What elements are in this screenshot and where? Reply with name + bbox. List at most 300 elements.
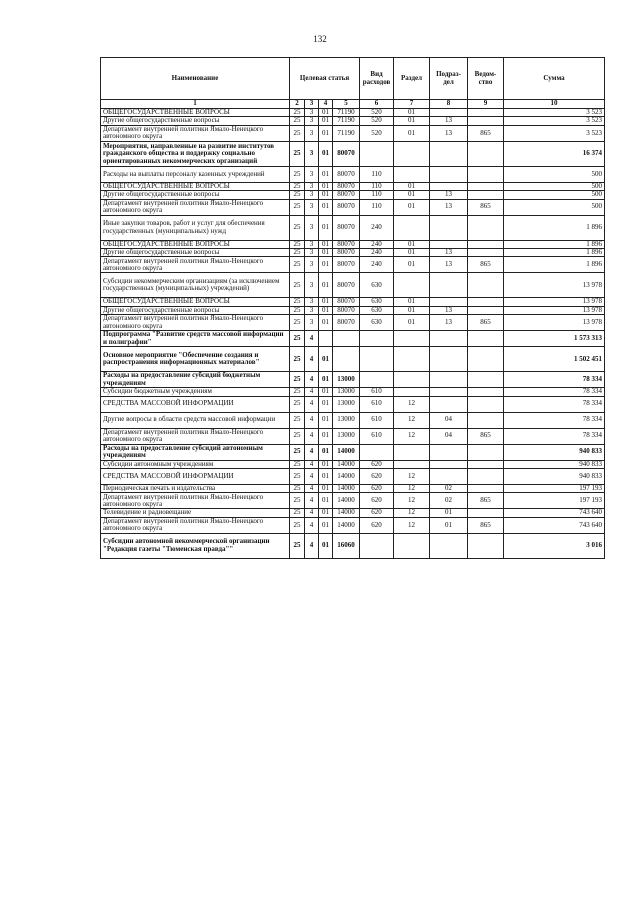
row-code-part: 01 bbox=[319, 469, 333, 485]
row-code-part: 01 bbox=[319, 125, 333, 141]
row-sum: 1 502 451 bbox=[504, 347, 605, 372]
row-vid: 620 bbox=[360, 493, 394, 509]
row-code-part: 80070 bbox=[333, 240, 360, 248]
row-code-part: 71190 bbox=[333, 117, 360, 125]
row-vedomstvo bbox=[468, 182, 504, 190]
row-podrazdel bbox=[430, 469, 468, 485]
row-name: ОБЩЕГОСУДАРСТВЕННЫЕ ВОПРОСЫ bbox=[101, 182, 290, 190]
row-razdel: 01 bbox=[394, 306, 430, 314]
column-number: 1 bbox=[101, 100, 290, 109]
row-podrazdel bbox=[430, 141, 468, 166]
row-code-part: 01 bbox=[319, 249, 333, 257]
row-vid: 240 bbox=[360, 240, 394, 248]
row-vedomstvo: 865 bbox=[468, 199, 504, 215]
row-vedomstvo: 865 bbox=[468, 517, 504, 533]
row-sum: 78 334 bbox=[504, 372, 605, 388]
row-code-part: 25 bbox=[290, 117, 305, 125]
row-code-part: 25 bbox=[290, 372, 305, 388]
row-name: Субсидии автономным учреждениям bbox=[101, 460, 290, 468]
row-code-part: 01 bbox=[319, 166, 333, 182]
row-vid: 610 bbox=[360, 388, 394, 396]
row-code-part: 4 bbox=[305, 428, 319, 444]
table-row bbox=[101, 273, 605, 298]
row-podrazdel bbox=[430, 240, 468, 248]
row-vid: 110 bbox=[360, 166, 394, 182]
row-code-part: 25 bbox=[290, 533, 305, 558]
table-body bbox=[101, 109, 605, 559]
row-podrazdel: 13 bbox=[430, 249, 468, 257]
row-code-part: 01 bbox=[319, 347, 333, 372]
row-code-part: 3 bbox=[305, 273, 319, 298]
row-sum: 3 016 bbox=[504, 533, 605, 558]
table-row bbox=[101, 240, 605, 248]
row-razdel bbox=[394, 444, 430, 460]
row-razdel: 12 bbox=[394, 412, 430, 428]
row-code-part: 25 bbox=[290, 347, 305, 372]
row-vedomstvo bbox=[468, 141, 504, 166]
row-name: Другие общегосударственные вопросы bbox=[101, 117, 290, 125]
row-sum: 1 896 bbox=[504, 215, 605, 240]
row-code-part: 13000 bbox=[333, 428, 360, 444]
row-vid: 110 bbox=[360, 182, 394, 190]
row-code-part: 4 bbox=[305, 347, 319, 372]
row-vid: 620 bbox=[360, 460, 394, 468]
row-code-part: 3 bbox=[305, 182, 319, 190]
row-code-part: 25 bbox=[290, 273, 305, 298]
row-name: Субсидии некоммерческим организациям (за исключением государственных (муниципальных) учреждений) bbox=[101, 273, 290, 298]
row-podrazdel bbox=[430, 182, 468, 190]
row-code-part: 25 bbox=[290, 485, 305, 493]
row-sum: 3 523 bbox=[504, 109, 605, 117]
column-number: 5 bbox=[333, 100, 360, 109]
row-podrazdel: 02 bbox=[430, 485, 468, 493]
row-code-part: 80070 bbox=[333, 315, 360, 331]
table-row bbox=[101, 199, 605, 215]
row-code-part: 25 bbox=[290, 306, 305, 314]
row-podrazdel: 13 bbox=[430, 199, 468, 215]
row-sum: 500 bbox=[504, 191, 605, 199]
row-code-part: 80070 bbox=[333, 166, 360, 182]
row-name: Субсидии автономной некоммерческой организации "Редакция газеты "Тюменская правда"" bbox=[101, 533, 290, 558]
column-header-vedomstvo: Ведом-ство bbox=[468, 58, 504, 100]
row-podrazdel: 13 bbox=[430, 306, 468, 314]
row-name: Расходы на выплаты персоналу казенных учреждений bbox=[101, 166, 290, 182]
row-razdel: 12 bbox=[394, 493, 430, 509]
row-razdel bbox=[394, 533, 430, 558]
row-sum: 78 334 bbox=[504, 412, 605, 428]
row-sum: 500 bbox=[504, 199, 605, 215]
row-code-part: 14000 bbox=[333, 460, 360, 468]
row-name: Департамент внутренней политики Ямало-Ненецкого автономного округа bbox=[101, 517, 290, 533]
row-code-part: 25 bbox=[290, 215, 305, 240]
row-razdel: 12 bbox=[394, 428, 430, 444]
table-row bbox=[101, 125, 605, 141]
row-name: Департамент внутренней политики Ямало-Ненецкого автономного округа bbox=[101, 199, 290, 215]
row-sum: 13 978 bbox=[504, 273, 605, 298]
column-number: 3 bbox=[305, 100, 319, 109]
row-vid: 240 bbox=[360, 249, 394, 257]
row-vid: 630 bbox=[360, 298, 394, 306]
row-code-part: 3 bbox=[305, 199, 319, 215]
table-row bbox=[101, 412, 605, 428]
row-vid: 610 bbox=[360, 396, 394, 412]
row-sum: 13 978 bbox=[504, 315, 605, 331]
column-number: 9 bbox=[468, 100, 504, 109]
row-name: Другие общегосударственные вопросы bbox=[101, 191, 290, 199]
row-vid: 520 bbox=[360, 117, 394, 125]
table-row bbox=[101, 396, 605, 412]
row-code-part: 3 bbox=[305, 125, 319, 141]
budget-table bbox=[100, 57, 605, 559]
row-sum: 743 640 bbox=[504, 517, 605, 533]
row-code-part: 25 bbox=[290, 166, 305, 182]
row-sum: 3 523 bbox=[504, 117, 605, 125]
row-podrazdel bbox=[430, 273, 468, 298]
row-podrazdel bbox=[430, 331, 468, 347]
row-code-part: 25 bbox=[290, 240, 305, 248]
row-podrazdel bbox=[430, 215, 468, 240]
row-razdel: 12 bbox=[394, 396, 430, 412]
row-code-part: 3 bbox=[305, 191, 319, 199]
row-vid: 620 bbox=[360, 517, 394, 533]
table-row bbox=[101, 306, 605, 314]
row-razdel: 12 bbox=[394, 469, 430, 485]
row-vid: 610 bbox=[360, 412, 394, 428]
row-vedomstvo bbox=[468, 215, 504, 240]
row-code-part: 01 bbox=[319, 273, 333, 298]
row-sum: 78 334 bbox=[504, 388, 605, 396]
row-code-part: 25 bbox=[290, 460, 305, 468]
row-vid bbox=[360, 533, 394, 558]
column-number: 6 bbox=[360, 100, 394, 109]
row-razdel: 01 bbox=[394, 257, 430, 273]
row-podrazdel bbox=[430, 166, 468, 182]
row-vedomstvo bbox=[468, 306, 504, 314]
row-name: Периодическая печать и издательства bbox=[101, 485, 290, 493]
row-code-part: 3 bbox=[305, 117, 319, 125]
row-podrazdel: 13 bbox=[430, 257, 468, 273]
row-vedomstvo bbox=[468, 347, 504, 372]
row-code-part: 80070 bbox=[333, 298, 360, 306]
row-code-part: 01 bbox=[319, 257, 333, 273]
row-code-part: 80070 bbox=[333, 199, 360, 215]
row-code-part: 4 bbox=[305, 388, 319, 396]
column-header-razdel: Раздел bbox=[394, 58, 430, 100]
table-row bbox=[101, 249, 605, 257]
row-code-part: 01 bbox=[319, 298, 333, 306]
row-name: Подпрограмма "Развитие средств массовой информации и полиграфии" bbox=[101, 331, 290, 347]
row-vid: 520 bbox=[360, 125, 394, 141]
row-vedomstvo bbox=[468, 191, 504, 199]
row-code-part: 71190 bbox=[333, 125, 360, 141]
row-code-part: 01 bbox=[319, 141, 333, 166]
row-name: ОБЩЕГОСУДАРСТВЕННЫЕ ВОПРОСЫ bbox=[101, 109, 290, 117]
row-code-part: 25 bbox=[290, 428, 305, 444]
row-code-part: 25 bbox=[290, 493, 305, 509]
row-razdel: 01 bbox=[394, 249, 430, 257]
row-name: Другие вопросы в области средств массовой информации bbox=[101, 412, 290, 428]
row-code-part: 4 bbox=[305, 460, 319, 468]
row-vid: 620 bbox=[360, 485, 394, 493]
row-vedomstvo: 865 bbox=[468, 257, 504, 273]
row-code-part: 80070 bbox=[333, 273, 360, 298]
row-vid bbox=[360, 347, 394, 372]
row-podrazdel: 04 bbox=[430, 412, 468, 428]
row-podrazdel: 13 bbox=[430, 125, 468, 141]
row-vid: 630 bbox=[360, 315, 394, 331]
row-vedomstvo bbox=[468, 412, 504, 428]
row-razdel bbox=[394, 388, 430, 396]
row-code-part: 25 bbox=[290, 109, 305, 117]
row-podrazdel: 02 bbox=[430, 493, 468, 509]
row-vedomstvo: 865 bbox=[468, 315, 504, 331]
row-code-part: 25 bbox=[290, 509, 305, 517]
row-sum: 940 833 bbox=[504, 460, 605, 468]
row-code-part: 4 bbox=[305, 469, 319, 485]
row-name: Иные закупки товаров, работ и услуг для обеспечения государственных (муниципальных) нужд bbox=[101, 215, 290, 240]
row-code-part: 14000 bbox=[333, 493, 360, 509]
row-code-part: 4 bbox=[305, 517, 319, 533]
row-name: Департамент внутренней политики Ямало-Ненецкого автономного округа bbox=[101, 315, 290, 331]
row-vedomstvo bbox=[468, 444, 504, 460]
row-code-part: 01 bbox=[319, 460, 333, 468]
row-razdel: 01 bbox=[394, 125, 430, 141]
row-code-part: 4 bbox=[305, 412, 319, 428]
row-code-part: 25 bbox=[290, 315, 305, 331]
row-razdel: 12 bbox=[394, 485, 430, 493]
table-row bbox=[101, 388, 605, 396]
row-razdel: 01 bbox=[394, 182, 430, 190]
row-code-part: 80070 bbox=[333, 182, 360, 190]
row-sum: 743 640 bbox=[504, 509, 605, 517]
row-podrazdel: 01 bbox=[430, 517, 468, 533]
row-name: Мероприятия, направленные на развитие институтов гражданского общества и поддержку социально ориентированных некоммерческих организаций bbox=[101, 141, 290, 166]
row-code-part: 01 bbox=[319, 493, 333, 509]
row-vid: 520 bbox=[360, 109, 394, 117]
row-sum: 500 bbox=[504, 166, 605, 182]
row-code-part: 14000 bbox=[333, 517, 360, 533]
row-code-part: 01 bbox=[319, 191, 333, 199]
row-code-part: 01 bbox=[319, 485, 333, 493]
row-code-part: 3 bbox=[305, 215, 319, 240]
row-code-part: 25 bbox=[290, 412, 305, 428]
row-name: Расходы на предоставление субсидий бюджетным учреждениям bbox=[101, 372, 290, 388]
row-vid bbox=[360, 444, 394, 460]
row-vid: 240 bbox=[360, 257, 394, 273]
row-razdel: 12 bbox=[394, 509, 430, 517]
row-sum: 1 896 bbox=[504, 249, 605, 257]
row-podrazdel: 04 bbox=[430, 428, 468, 444]
row-podrazdel bbox=[430, 347, 468, 372]
column-number-row bbox=[101, 100, 605, 109]
row-code-part: 3 bbox=[305, 166, 319, 182]
row-code-part: 14000 bbox=[333, 509, 360, 517]
row-podrazdel: 13 bbox=[430, 315, 468, 331]
row-sum: 16 374 bbox=[504, 141, 605, 166]
table-row bbox=[101, 109, 605, 117]
row-podrazdel bbox=[430, 298, 468, 306]
row-vid bbox=[360, 141, 394, 166]
row-code-part: 4 bbox=[305, 485, 319, 493]
row-code-part: 25 bbox=[290, 141, 305, 166]
row-sum: 3 523 bbox=[504, 125, 605, 141]
column-header-name: Наименование bbox=[101, 58, 290, 100]
row-code-part: 3 bbox=[305, 240, 319, 248]
table-row bbox=[101, 298, 605, 306]
row-vedomstvo bbox=[468, 117, 504, 125]
table-row bbox=[101, 215, 605, 240]
row-code-part: 80070 bbox=[333, 257, 360, 273]
table-row bbox=[101, 493, 605, 509]
row-sum: 940 833 bbox=[504, 469, 605, 485]
row-vid: 620 bbox=[360, 509, 394, 517]
row-code-part: 13000 bbox=[333, 372, 360, 388]
table-row bbox=[101, 191, 605, 199]
row-code-part: 25 bbox=[290, 469, 305, 485]
row-name: ОБЩЕГОСУДАРСТВЕННЫЕ ВОПРОСЫ bbox=[101, 240, 290, 248]
table-row bbox=[101, 182, 605, 190]
column-header-vid: Вид расходов bbox=[360, 58, 394, 100]
row-code-part: 13000 bbox=[333, 388, 360, 396]
row-razdel bbox=[394, 273, 430, 298]
row-code-part bbox=[333, 347, 360, 372]
row-code-part: 25 bbox=[290, 182, 305, 190]
row-code-part: 25 bbox=[290, 298, 305, 306]
column-header-summa: Сумма bbox=[504, 58, 605, 100]
row-code-part: 16060 bbox=[333, 533, 360, 558]
row-podrazdel bbox=[430, 444, 468, 460]
table-row bbox=[101, 428, 605, 444]
row-podrazdel bbox=[430, 396, 468, 412]
table-row bbox=[101, 444, 605, 460]
row-code-part: 80070 bbox=[333, 215, 360, 240]
row-vid: 610 bbox=[360, 428, 394, 444]
table-row bbox=[101, 331, 605, 347]
row-code-part: 01 bbox=[319, 509, 333, 517]
row-vedomstvo bbox=[468, 396, 504, 412]
row-name: СРЕДСТВА МАССОВОЙ ИНФОРМАЦИИ bbox=[101, 469, 290, 485]
row-code-part: 80070 bbox=[333, 191, 360, 199]
row-code-part: 25 bbox=[290, 388, 305, 396]
row-code-part: 25 bbox=[290, 396, 305, 412]
row-sum: 500 bbox=[504, 182, 605, 190]
row-vid bbox=[360, 372, 394, 388]
row-code-part: 4 bbox=[305, 493, 319, 509]
row-razdel: 01 bbox=[394, 240, 430, 248]
row-code-part: 3 bbox=[305, 141, 319, 166]
row-name: Департамент внутренней политики Ямало-Ненецкого автономного округа bbox=[101, 428, 290, 444]
row-code-part: 3 bbox=[305, 257, 319, 273]
row-podrazdel: 01 bbox=[430, 509, 468, 517]
row-name: СРЕДСТВА МАССОВОЙ ИНФОРМАЦИИ bbox=[101, 396, 290, 412]
row-name: Другие общегосударственные вопросы bbox=[101, 306, 290, 314]
row-code-part: 01 bbox=[319, 444, 333, 460]
table-row bbox=[101, 509, 605, 517]
row-podrazdel bbox=[430, 388, 468, 396]
row-code-part: 01 bbox=[319, 428, 333, 444]
row-name: Основное мероприятие "Обеспечение создания и распространения информационных материалов" bbox=[101, 347, 290, 372]
row-code-part: 01 bbox=[319, 117, 333, 125]
row-razdel bbox=[394, 331, 430, 347]
row-code-part: 01 bbox=[319, 533, 333, 558]
row-vid: 110 bbox=[360, 191, 394, 199]
row-code-part: 14000 bbox=[333, 485, 360, 493]
row-code-part: 25 bbox=[290, 331, 305, 347]
row-podrazdel bbox=[430, 460, 468, 468]
column-number: 10 bbox=[504, 100, 605, 109]
row-vedomstvo bbox=[468, 240, 504, 248]
row-vedomstvo bbox=[468, 166, 504, 182]
row-razdel bbox=[394, 215, 430, 240]
row-razdel: 01 bbox=[394, 191, 430, 199]
row-code-part: 25 bbox=[290, 517, 305, 533]
table-row bbox=[101, 517, 605, 533]
row-razdel bbox=[394, 347, 430, 372]
row-sum: 13 978 bbox=[504, 298, 605, 306]
row-code-part: 25 bbox=[290, 257, 305, 273]
table-row bbox=[101, 117, 605, 125]
row-code-part bbox=[319, 331, 333, 347]
table-row bbox=[101, 347, 605, 372]
row-sum: 940 833 bbox=[504, 444, 605, 460]
row-code-part: 01 bbox=[319, 182, 333, 190]
row-code-part: 01 bbox=[319, 306, 333, 314]
table-row bbox=[101, 460, 605, 468]
row-code-part: 25 bbox=[290, 125, 305, 141]
row-sum: 197 193 bbox=[504, 485, 605, 493]
row-sum: 1 896 bbox=[504, 240, 605, 248]
row-code-part: 01 bbox=[319, 109, 333, 117]
column-number: 4 bbox=[319, 100, 333, 109]
row-razdel: 01 bbox=[394, 117, 430, 125]
row-code-part: 01 bbox=[319, 199, 333, 215]
row-code-part: 01 bbox=[319, 412, 333, 428]
row-razdel bbox=[394, 460, 430, 468]
row-code-part: 3 bbox=[305, 249, 319, 257]
row-vedomstvo bbox=[468, 469, 504, 485]
row-sum: 13 978 bbox=[504, 306, 605, 314]
row-vedomstvo bbox=[468, 509, 504, 517]
row-sum: 1 896 bbox=[504, 257, 605, 273]
row-razdel bbox=[394, 372, 430, 388]
row-vedomstvo bbox=[468, 388, 504, 396]
column-number: 2 bbox=[290, 100, 305, 109]
row-name: Другие общегосударственные вопросы bbox=[101, 249, 290, 257]
table-row bbox=[101, 372, 605, 388]
row-vedomstvo bbox=[468, 460, 504, 468]
row-vedomstvo: 865 bbox=[468, 493, 504, 509]
row-name: Департамент внутренней политики Ямало-Ненецкого автономного округа bbox=[101, 493, 290, 509]
row-vedomstvo: 865 bbox=[468, 125, 504, 141]
row-sum: 1 573 313 bbox=[504, 331, 605, 347]
row-sum: 78 334 bbox=[504, 428, 605, 444]
row-vedomstvo bbox=[468, 331, 504, 347]
row-name: ОБЩЕГОСУДАРСТВЕННЫЕ ВОПРОСЫ bbox=[101, 298, 290, 306]
row-code-part: 4 bbox=[305, 533, 319, 558]
row-vid: 110 bbox=[360, 199, 394, 215]
row-code-part: 4 bbox=[305, 372, 319, 388]
row-code-part: 14000 bbox=[333, 444, 360, 460]
table-header-row bbox=[101, 58, 605, 100]
row-razdel bbox=[394, 141, 430, 166]
page-number: 132 bbox=[313, 34, 327, 44]
row-code-part: 14000 bbox=[333, 469, 360, 485]
row-vedomstvo bbox=[468, 533, 504, 558]
row-razdel: 12 bbox=[394, 517, 430, 533]
row-code-part: 25 bbox=[290, 249, 305, 257]
row-podrazdel: 13 bbox=[430, 191, 468, 199]
row-razdel: 01 bbox=[394, 315, 430, 331]
